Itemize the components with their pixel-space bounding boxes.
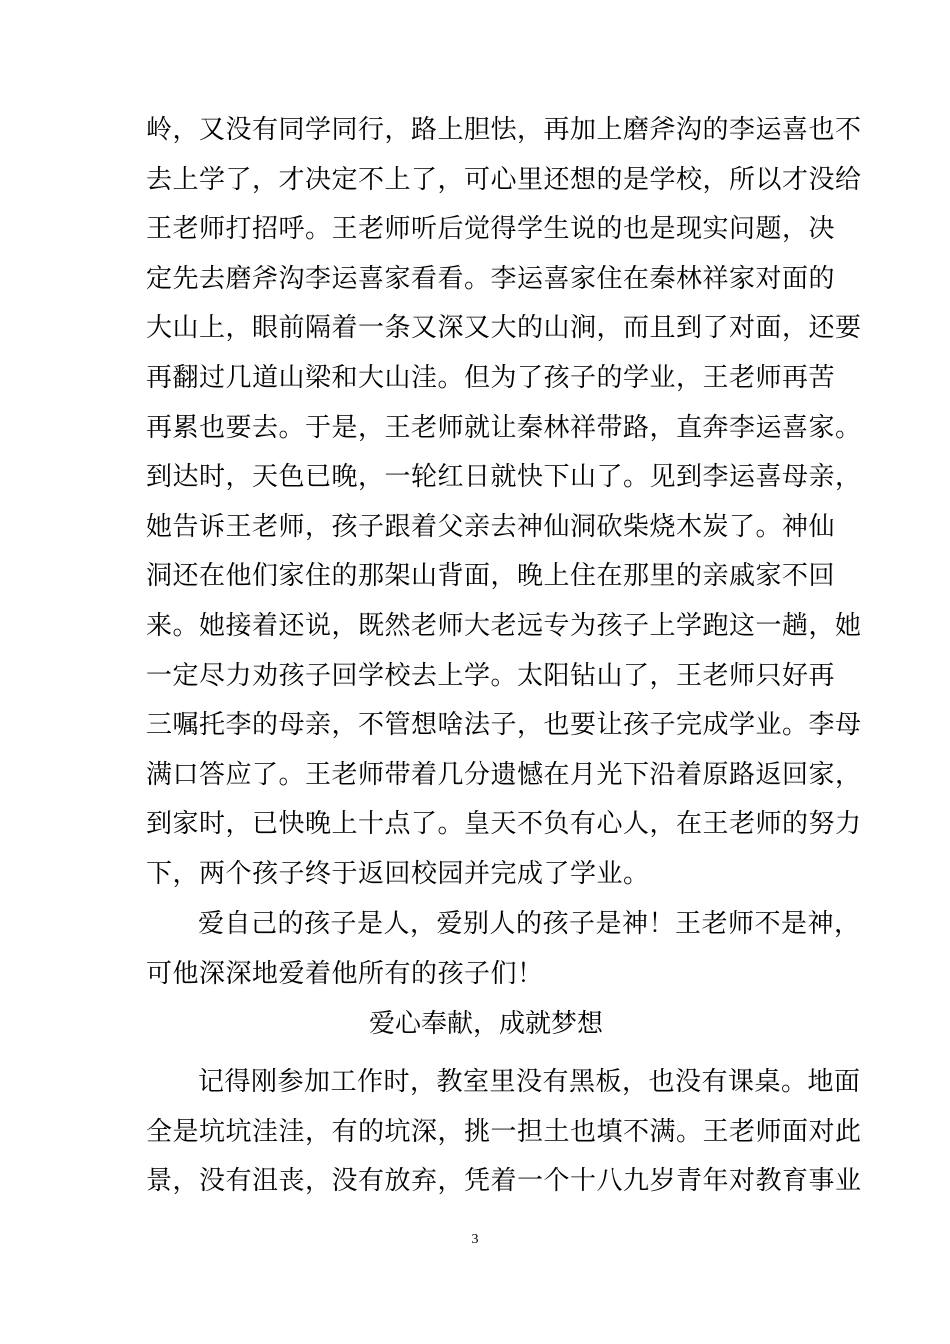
text-line: 大山上，眼前隔着一条又深又大的山涧，而且到了对面，还要 [146, 313, 862, 344]
text-line: 景，没有沮丧，没有放弃，凭着一个十八九岁青年对教育事业 [146, 1166, 862, 1197]
text-line: 岭，又没有同学同行，路上胆怯，再加上磨斧沟的李运喜也不 [146, 115, 862, 145]
text-line: 全是坑坑洼洼，有的坑深，挑一担土也填不满。王老师面对此 [146, 1116, 862, 1147]
section-heading: 爱心奉献，成就梦想 [368, 1009, 603, 1039]
paragraph-early-career [146, 1058, 862, 1207]
page-number: 3 [471, 1232, 479, 1247]
text-line: 下，两个孩子终于返回校园并完成了学业。 [146, 858, 650, 889]
text-line: 到家时，已快晚上十点了。皇天不负有心人，在王老师的努力 [146, 809, 862, 840]
text-line: 爱自己的孩子是人，爱别人的孩子是神！王老师不是神， [198, 909, 861, 939]
text-line: 洞还在他们家住的那架山背面，晚上住在那里的亲戚家不回 [146, 561, 836, 592]
text-line: 再累也要去。于是，王老师就让秦林祥带路，直奔李运喜家。 [146, 412, 862, 443]
text-line: 到达时，天色已晚，一轮红日就快下山了。见到李运喜母亲， [146, 462, 862, 493]
text-line: 王老师打招呼。王老师听后觉得学生说的也是现实问题，决 [146, 214, 836, 245]
paragraph-love-quote [146, 900, 861, 999]
text-line: 她告诉王老师，孩子跟着父亲去神仙洞砍柴烧木炭了。神仙 [146, 511, 836, 542]
paragraph-story-continuation [146, 106, 862, 900]
text-line: 来。她接着还说，既然老师大老远专为孩子上学跑这一趟，她 [146, 610, 862, 641]
text-line: 记得刚参加工作时，教室里没有黑板，也没有课桌。地面 [198, 1067, 861, 1097]
text-line: 可他深深地爱着他所有的孩子们！ [146, 958, 544, 989]
text-line: 去上学了，才决定不上了，可心里还想的是学校，所以才没给 [146, 164, 862, 195]
text-line: 一定尽力劝孩子回学校去上学。太阳钻山了，王老师只好再 [146, 660, 836, 691]
text-line: 定先去磨斧沟李运喜家看看。李运喜家住在秦林祥家对面的 [146, 263, 836, 294]
text-line: 满口答应了。王老师带着几分遗憾在月光下沿着原路返回家， [146, 759, 862, 790]
text-line: 再翻过几道山梁和大山洼。但为了孩子的学业，王老师再苦 [146, 362, 836, 393]
text-line: 三嘱托李的母亲，不管想啥法子，也要让孩子完成学业。李母 [146, 710, 862, 741]
